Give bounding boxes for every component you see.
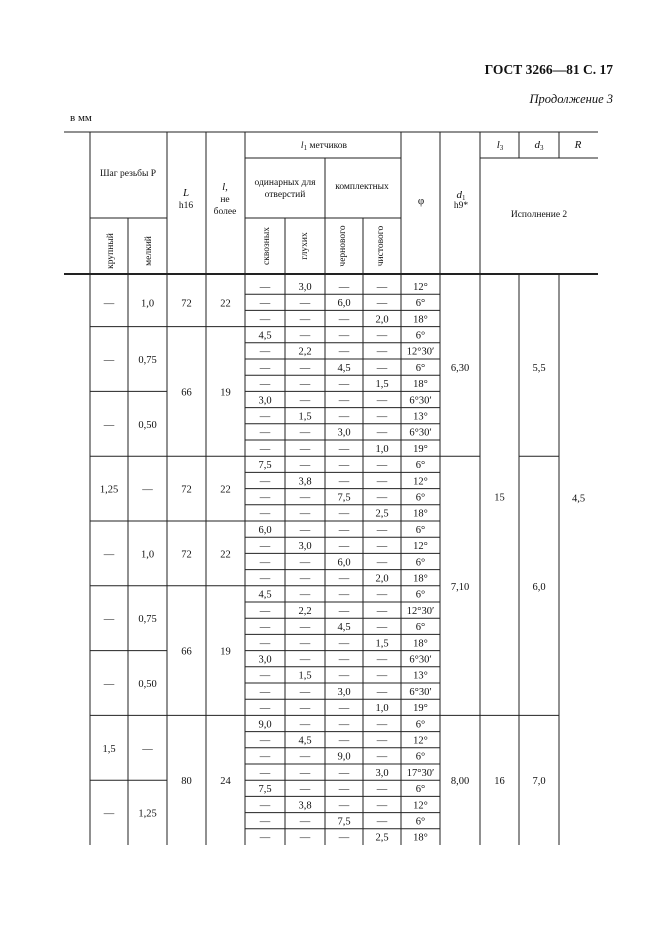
table-cell: —	[259, 443, 271, 455]
table-cell: —	[376, 541, 388, 553]
d3-value: 6,0	[532, 581, 546, 593]
table-cell: —	[376, 622, 388, 634]
pitch-coarse-value: —	[103, 298, 115, 310]
table-cell: —	[299, 767, 311, 779]
table-cell: 7,5	[258, 460, 272, 472]
table-cell: 18°	[413, 314, 428, 326]
pitch-fine-value: 0,75	[138, 614, 157, 626]
table-cell: 3,0	[375, 767, 389, 779]
table-cell: —	[338, 735, 350, 747]
table-cell: 12°	[413, 800, 428, 812]
standard-reference: ГОСТ 3266—81 С. 17	[484, 62, 613, 77]
table-cell: —	[376, 670, 388, 682]
header-blind: глухих	[300, 232, 310, 260]
table-cell: 6,0	[258, 524, 272, 536]
L-value: 72	[181, 484, 192, 496]
pitch-fine-value: 1,0	[140, 549, 155, 561]
table-cell: —	[376, 281, 388, 293]
table-cell: 6°	[415, 784, 426, 796]
header-l1: $l_1$ метчиков	[300, 141, 348, 152]
table-cell: —	[338, 508, 350, 520]
table-cell: 4,5	[258, 330, 272, 342]
header-d3: d3	[534, 139, 544, 152]
header-R: R	[574, 139, 582, 151]
header-pitch: Шаг резьбы P	[99, 169, 157, 179]
table-cell: —	[338, 541, 350, 553]
table-cell: —	[376, 330, 388, 342]
table-cell: —	[338, 800, 350, 812]
header-l-bolee: более	[213, 207, 237, 217]
table-cell: 2,5	[375, 832, 389, 844]
table-cell: 12°	[413, 735, 428, 747]
table-cell: —	[338, 703, 350, 715]
table-cell: 19°	[413, 443, 428, 455]
pitch-coarse-value: —	[103, 355, 115, 366]
table-cell: 13°	[413, 411, 428, 423]
l-value: 22	[220, 549, 231, 561]
table-cell: 2,2	[298, 346, 312, 358]
table-cell: —	[338, 670, 350, 682]
header-holes: отверстий	[264, 190, 306, 200]
table-cell: —	[338, 605, 350, 617]
table-cell: —	[338, 395, 350, 407]
table-cell: —	[259, 314, 271, 326]
table-cell: —	[299, 395, 311, 407]
header-coarse: крупный	[106, 233, 116, 269]
table-cell: —	[338, 784, 350, 796]
table-cell: —	[299, 638, 311, 650]
table-cell: 2,5	[375, 508, 389, 520]
table-cell: 7,5	[258, 784, 272, 796]
table-cell: —	[376, 686, 388, 698]
table-cell: —	[338, 330, 350, 342]
l-value: 24	[220, 776, 231, 788]
table-cell: —	[299, 330, 311, 342]
pitch-coarse-value: —	[103, 679, 115, 690]
table-cell: 18°	[413, 573, 428, 585]
table-cell: —	[376, 524, 388, 536]
table-cell: —	[299, 654, 311, 666]
table-cell: —	[259, 476, 271, 488]
table-cell: —	[299, 379, 311, 391]
L-value: 72	[181, 298, 192, 310]
L-value: 72	[181, 549, 192, 561]
table-cell: —	[259, 573, 271, 585]
table-cell: —	[376, 784, 388, 796]
table-cell: —	[259, 281, 271, 293]
table-cell: 6°30′	[409, 686, 432, 698]
pitch-fine-value: 0,50	[138, 679, 157, 690]
table-cell: 3,0	[337, 427, 351, 439]
table-cell: 12°	[413, 476, 428, 488]
table-cell: 6°	[415, 557, 426, 569]
pitch-fine-value: 1,25	[138, 808, 157, 820]
table-cell: 9,0	[258, 719, 272, 731]
table-cell: 4,5	[337, 362, 351, 374]
table-cell: —	[338, 346, 350, 358]
l-value: 19	[220, 387, 231, 399]
table-cell: —	[338, 460, 350, 472]
table-cell: 6°	[415, 298, 426, 310]
table-cell: —	[299, 314, 311, 326]
table-cell: —	[376, 589, 388, 601]
table-cell: 3,0	[337, 686, 351, 698]
table-cell: —	[338, 589, 350, 601]
d3-value: 5,5	[532, 363, 546, 375]
table-cell: 6°	[415, 460, 426, 472]
table-cell: —	[299, 573, 311, 585]
table-cell: —	[259, 411, 271, 423]
header-l: l,	[222, 181, 228, 193]
pitch-fine-value: —	[142, 484, 153, 496]
pitch-coarse-value: —	[103, 419, 115, 431]
table-cell: 1,5	[375, 638, 389, 650]
table-cell: 6°	[415, 492, 426, 504]
pitch-coarse-value: 1,5	[102, 743, 116, 755]
table-cell: 1,5	[375, 379, 389, 391]
pitch-fine-value: 1,0	[140, 298, 155, 310]
table-cell: —	[338, 314, 350, 326]
table-cell: 18°	[413, 508, 428, 520]
header-fine: мелкий	[144, 236, 154, 266]
header-through: сквозных	[262, 227, 272, 265]
d1-value: 8,00	[450, 776, 470, 788]
header-complete: комплектных	[335, 182, 389, 192]
table-cell: —	[259, 686, 271, 698]
table-cell: —	[338, 654, 350, 666]
table-cell: —	[259, 362, 271, 374]
table-cell: —	[299, 492, 311, 504]
table-cell: 2,0	[375, 573, 389, 585]
table-cell: —	[259, 427, 271, 439]
table-cell: —	[299, 703, 311, 715]
l-value: 22	[220, 298, 231, 310]
table-cell: —	[259, 605, 271, 617]
L-value: 80	[181, 776, 192, 788]
table-cell: —	[259, 379, 271, 391]
table-cell: 12°30′	[406, 605, 435, 617]
table-cell: —	[338, 411, 350, 423]
d3-value: 7,0	[532, 776, 546, 788]
pitch-coarse-value: 1,25	[99, 484, 119, 496]
header-version: Исполнение 2	[510, 210, 568, 220]
table-cell: 6°	[415, 589, 426, 601]
table-cell: 4,5	[337, 622, 351, 634]
table-cell: —	[376, 719, 388, 731]
continuation-label: Продолжение 3	[529, 92, 613, 106]
table-cell: —	[376, 751, 388, 763]
table-cell: —	[338, 476, 350, 488]
table-cell: —	[338, 573, 350, 585]
table-cell: 6°	[415, 816, 426, 828]
table-cell: —	[376, 605, 388, 617]
l-value: 22	[220, 484, 231, 496]
table-cell: —	[376, 411, 388, 423]
table-cell: —	[299, 524, 311, 536]
table-cell: 1,5	[298, 670, 312, 682]
table-cell: 1,0	[375, 703, 389, 715]
table-cell: —	[259, 541, 271, 553]
table-cell: —	[376, 346, 388, 358]
table-cell: 3,0	[258, 395, 272, 407]
table-cell: —	[299, 622, 311, 634]
table-cell: 12°	[413, 281, 428, 293]
table-cell: —	[376, 427, 388, 439]
L-value: 66	[181, 646, 192, 658]
table-cell: —	[259, 670, 271, 682]
table-cell: —	[338, 281, 350, 293]
table-cell: 6°	[415, 524, 426, 536]
pitch-coarse-value: —	[103, 549, 115, 561]
table-cell: —	[259, 346, 271, 358]
table-cell: —	[259, 638, 271, 650]
table-cell: —	[259, 800, 271, 812]
table-cell: —	[376, 557, 388, 569]
table-cell: 19°	[413, 703, 428, 715]
header-single: одинарных для	[254, 178, 316, 188]
table-cell: —	[259, 492, 271, 504]
table-body	[100, 282, 585, 844]
table-cell: —	[338, 767, 350, 779]
pitch-fine-value: 0,50	[138, 419, 157, 431]
table-cell: 3,0	[258, 654, 272, 666]
table-cell: 3,0	[298, 541, 312, 553]
table-cell: —	[376, 654, 388, 666]
table-cell: 3,8	[298, 476, 312, 488]
table-cell: —	[338, 719, 350, 731]
table-cell: —	[259, 622, 271, 634]
table-cell: 7,5	[337, 816, 351, 828]
table-cell: —	[299, 832, 311, 844]
table-cell: 6°	[415, 362, 426, 374]
units-label: в мм	[70, 112, 92, 124]
L-value: 66	[181, 387, 192, 399]
table-cell: —	[376, 800, 388, 812]
table-cell: 6,0	[337, 298, 351, 310]
l-value: 19	[220, 646, 231, 658]
table-cell: 18°	[413, 379, 428, 391]
table-cell: —	[338, 832, 350, 844]
table-cell: 1,5	[298, 411, 312, 423]
header-finish: чистового	[376, 225, 386, 267]
table-cell: —	[376, 395, 388, 407]
table-cell: —	[338, 443, 350, 455]
table-cell: —	[299, 508, 311, 520]
table-cell: 3,0	[298, 281, 312, 293]
table-cell: —	[338, 379, 350, 391]
d1-value: 7,10	[450, 581, 470, 593]
table-cell: 3,8	[298, 800, 312, 812]
table-cell: 9,0	[337, 751, 351, 763]
table-cell: —	[259, 557, 271, 569]
table-cell: —	[299, 719, 311, 731]
table-cell: 6°30′	[409, 427, 432, 439]
table-cell: —	[259, 816, 271, 828]
l3-value: 15	[494, 492, 505, 504]
table-cell: 4,5	[258, 589, 272, 601]
table-cell: —	[299, 460, 311, 472]
table-cell: —	[259, 508, 271, 520]
table-cell: —	[299, 816, 311, 828]
table-cell: 4,5	[298, 735, 312, 747]
table-cell: —	[259, 703, 271, 715]
table-cell: —	[376, 492, 388, 504]
d1-value: 6,30	[450, 363, 470, 375]
table-cell: —	[299, 557, 311, 569]
pitch-fine-value: —	[142, 743, 153, 755]
header-L-tolerance: h16	[178, 201, 194, 211]
pitch-fine-value: 0,75	[138, 355, 157, 366]
table-cell: 6°	[415, 622, 426, 634]
table-cell: —	[376, 816, 388, 828]
table-cell: 17°30′	[406, 767, 435, 779]
table-cell: —	[299, 784, 311, 796]
table-cell: —	[259, 735, 271, 747]
table-cell: —	[299, 443, 311, 455]
header-l3: l3	[496, 139, 504, 152]
header-l-ne: не	[220, 195, 230, 205]
table-cell: 18°	[413, 638, 428, 650]
table-cell: —	[376, 298, 388, 310]
table-cell: 6°30′	[409, 654, 432, 666]
table-cell: 6°	[415, 330, 426, 342]
table-cell: —	[299, 427, 311, 439]
table-cell: —	[259, 298, 271, 310]
table-cell: —	[376, 460, 388, 472]
table-cell: 2,0	[375, 314, 389, 326]
table-cell: 2,2	[298, 605, 312, 617]
table-cell: 12°	[413, 541, 428, 553]
table-cell: —	[376, 735, 388, 747]
table-cell: —	[259, 767, 271, 779]
header-rough: чернового	[338, 225, 348, 267]
pitch-coarse-value: —	[103, 614, 115, 626]
table-cell: 1,0	[375, 443, 389, 455]
table-cell: —	[259, 832, 271, 844]
table-cell: —	[376, 476, 388, 488]
table-cell: —	[338, 638, 350, 650]
table-cell: 18°	[413, 832, 428, 844]
table-cell: —	[299, 686, 311, 698]
header-d1-tolerance: h9*	[453, 201, 469, 211]
table-cell: —	[299, 362, 311, 374]
R-value: 4,5	[571, 493, 586, 505]
table-cell: —	[299, 589, 311, 601]
table-cell: 6°	[415, 751, 426, 763]
table-cell: —	[259, 751, 271, 763]
table-cell: 12°30′	[406, 346, 435, 358]
header-phi: φ	[417, 195, 425, 207]
table-cell: 6°30′	[409, 395, 432, 407]
table-cell: —	[299, 751, 311, 763]
table-cell: 6°	[415, 719, 426, 731]
header-d1: d1	[456, 189, 466, 202]
table-cell: 7,5	[337, 492, 351, 504]
table-cell: 6,0	[337, 557, 351, 569]
pitch-coarse-value: —	[103, 808, 115, 820]
table-cell: 13°	[413, 670, 428, 682]
l3-value: 16	[494, 776, 505, 788]
header-L: L	[182, 187, 190, 199]
table-cell: —	[338, 524, 350, 536]
table-cell: —	[299, 298, 311, 310]
table-cell: —	[376, 362, 388, 374]
